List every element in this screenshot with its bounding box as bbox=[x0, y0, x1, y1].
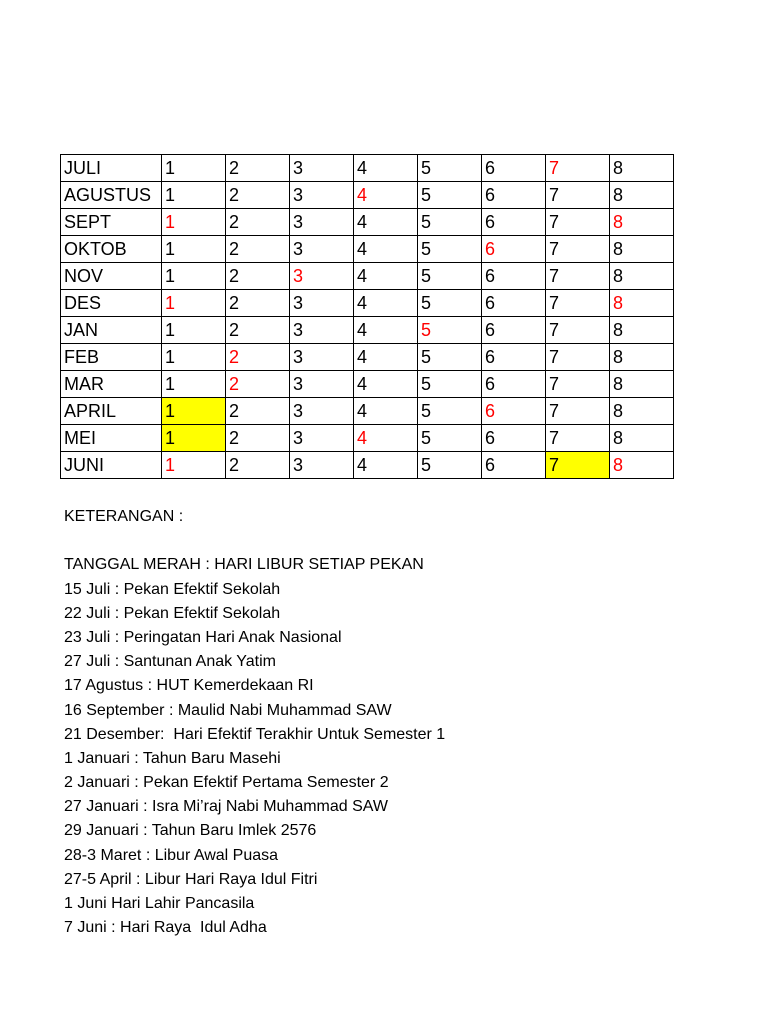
day-cell: 2 bbox=[226, 155, 290, 182]
day-cell: 4 bbox=[354, 371, 418, 398]
day-cell: 5 bbox=[418, 425, 482, 452]
day-cell: 1 bbox=[162, 452, 226, 479]
notes-section bbox=[64, 505, 445, 940]
day-cell: 3 bbox=[290, 182, 354, 209]
day-cell: 7 bbox=[546, 290, 610, 317]
day-cell: 4 bbox=[354, 398, 418, 425]
day-cell: 8 bbox=[610, 452, 674, 479]
day-cell: 1 bbox=[162, 263, 226, 290]
day-cell: 6 bbox=[482, 290, 546, 317]
day-cell: 2 bbox=[226, 371, 290, 398]
note-line: 15 Juli : Pekan Efektif Sekolah bbox=[64, 580, 281, 598]
day-cell: 3 bbox=[290, 290, 354, 317]
month-cell: NOV bbox=[61, 263, 162, 290]
note-line: 7 Juni : Hari Raya Idul Adha bbox=[64, 919, 267, 937]
day-cell: 6 bbox=[482, 317, 546, 344]
note-line: 28-3 Maret : Libur Awal Puasa bbox=[64, 846, 279, 864]
day-cell: 6 bbox=[482, 209, 546, 236]
day-cell: 8 bbox=[610, 344, 674, 371]
note-line: 2 Januari : Pekan Efektif Pertama Semester 2 bbox=[64, 774, 389, 792]
calendar-row bbox=[61, 452, 674, 479]
day-cell: 6 bbox=[482, 452, 546, 479]
day-cell: 7 bbox=[546, 209, 610, 236]
day-cell: 1 bbox=[162, 155, 226, 182]
day-cell: 6 bbox=[482, 263, 546, 290]
day-cell: 6 bbox=[482, 398, 546, 425]
note-line: TANGGAL MERAH : HARI LIBUR SETIAP PEKAN bbox=[64, 556, 424, 574]
day-cell: 5 bbox=[418, 290, 482, 317]
note-line: 27 Juli : Santunan Anak Yatim bbox=[64, 653, 276, 671]
day-cell: 3 bbox=[290, 155, 354, 182]
day-cell: 7 bbox=[546, 452, 610, 479]
day-cell: 2 bbox=[226, 263, 290, 290]
day-cell: 6 bbox=[482, 425, 546, 452]
day-cell: 8 bbox=[610, 317, 674, 344]
day-cell: 3 bbox=[290, 209, 354, 236]
day-cell: 8 bbox=[610, 182, 674, 209]
note-line: 17 Agustus : HUT Kemerdekaan RI bbox=[64, 677, 314, 695]
calendar-row bbox=[61, 290, 674, 317]
day-cell: 3 bbox=[290, 236, 354, 263]
calendar-row bbox=[61, 236, 674, 263]
day-cell: 8 bbox=[610, 236, 674, 263]
day-cell: 1 bbox=[162, 344, 226, 371]
day-cell: 5 bbox=[418, 209, 482, 236]
day-cell: 8 bbox=[610, 290, 674, 317]
month-cell: MAR bbox=[61, 371, 162, 398]
day-cell: 4 bbox=[354, 317, 418, 344]
day-cell: 3 bbox=[290, 371, 354, 398]
calendar-table bbox=[60, 154, 674, 479]
day-cell: 8 bbox=[610, 425, 674, 452]
day-cell: 1 bbox=[162, 290, 226, 317]
note-line: 21 Desember: Hari Efektif Terakhir Untuk Semester 1 bbox=[64, 725, 446, 743]
day-cell: 5 bbox=[418, 155, 482, 182]
day-cell: 3 bbox=[290, 317, 354, 344]
day-cell: 1 bbox=[162, 236, 226, 263]
day-cell: 2 bbox=[226, 452, 290, 479]
day-cell: 2 bbox=[226, 398, 290, 425]
day-cell: 7 bbox=[546, 182, 610, 209]
month-cell: JULI bbox=[61, 155, 162, 182]
note-line: 1 Januari : Tahun Baru Masehi bbox=[64, 749, 281, 767]
day-cell: 2 bbox=[226, 425, 290, 452]
day-cell: 7 bbox=[546, 317, 610, 344]
day-cell: 7 bbox=[546, 155, 610, 182]
month-cell: SEPT bbox=[61, 209, 162, 236]
calendar-row bbox=[61, 425, 674, 452]
day-cell: 1 bbox=[162, 425, 226, 452]
day-cell: 2 bbox=[226, 290, 290, 317]
day-cell: 4 bbox=[354, 209, 418, 236]
day-cell: 5 bbox=[418, 452, 482, 479]
day-cell: 3 bbox=[290, 344, 354, 371]
notes-list bbox=[64, 553, 445, 940]
calendar-row bbox=[61, 155, 674, 182]
day-cell: 5 bbox=[418, 371, 482, 398]
day-cell: 8 bbox=[610, 263, 674, 290]
calendar-row bbox=[61, 209, 674, 236]
day-cell: 5 bbox=[418, 398, 482, 425]
day-cell: 4 bbox=[354, 425, 418, 452]
day-cell: 7 bbox=[546, 425, 610, 452]
day-cell: 1 bbox=[162, 209, 226, 236]
day-cell: 1 bbox=[162, 398, 226, 425]
month-cell: FEB bbox=[61, 344, 162, 371]
day-cell: 2 bbox=[226, 182, 290, 209]
note-line: 23 Juli : Peringatan Hari Anak Nasional bbox=[64, 628, 342, 646]
month-cell: JAN bbox=[61, 317, 162, 344]
day-cell: 4 bbox=[354, 182, 418, 209]
day-cell: 6 bbox=[482, 155, 546, 182]
note-line: 1 Juni Hari Lahir Pancasila bbox=[64, 895, 255, 912]
day-cell: 8 bbox=[610, 371, 674, 398]
calendar-row bbox=[61, 371, 674, 398]
day-cell: 5 bbox=[418, 344, 482, 371]
day-cell: 8 bbox=[610, 155, 674, 182]
day-cell: 5 bbox=[418, 317, 482, 344]
month-cell: MEI bbox=[61, 425, 162, 452]
day-cell: 1 bbox=[162, 371, 226, 398]
day-cell: 2 bbox=[226, 344, 290, 371]
day-cell: 3 bbox=[290, 452, 354, 479]
day-cell: 4 bbox=[354, 344, 418, 371]
calendar-row bbox=[61, 182, 674, 209]
month-cell: OKTOB bbox=[61, 236, 162, 263]
day-cell: 6 bbox=[482, 236, 546, 263]
day-cell: 3 bbox=[290, 398, 354, 425]
note-line: 22 Juli : Pekan Efektif Sekolah bbox=[64, 604, 281, 622]
day-cell: 7 bbox=[546, 236, 610, 263]
day-cell: 7 bbox=[546, 344, 610, 371]
day-cell: 6 bbox=[482, 344, 546, 371]
day-cell: 2 bbox=[226, 236, 290, 263]
month-cell: AGUSTUS bbox=[61, 182, 162, 209]
day-cell: 6 bbox=[482, 182, 546, 209]
day-cell: 6 bbox=[482, 371, 546, 398]
notes-spacer bbox=[64, 529, 445, 553]
day-cell: 4 bbox=[354, 236, 418, 263]
day-cell: 4 bbox=[354, 452, 418, 479]
note-line: 16 September : Maulid Nabi Muhammad SAW bbox=[64, 701, 392, 719]
day-cell: 3 bbox=[290, 425, 354, 452]
calendar-body bbox=[61, 155, 674, 479]
day-cell: 7 bbox=[546, 398, 610, 425]
day-cell: 4 bbox=[354, 263, 418, 290]
calendar-row bbox=[61, 317, 674, 344]
calendar-row bbox=[61, 263, 674, 290]
day-cell: 8 bbox=[610, 209, 674, 236]
note-line: 27-5 April : Libur Hari Raya Idul Fitri bbox=[64, 870, 318, 888]
day-cell: 1 bbox=[162, 182, 226, 209]
note-line: 29 Januari : Tahun Baru Imlek 2576 bbox=[64, 822, 317, 840]
day-cell: 2 bbox=[226, 209, 290, 236]
month-cell: JUNI bbox=[61, 452, 162, 479]
day-cell: 4 bbox=[354, 155, 418, 182]
day-cell: 3 bbox=[290, 263, 354, 290]
day-cell: 4 bbox=[354, 290, 418, 317]
calendar-row bbox=[61, 344, 674, 371]
month-cell: APRIL bbox=[61, 398, 162, 425]
day-cell: 5 bbox=[418, 263, 482, 290]
day-cell: 7 bbox=[546, 371, 610, 398]
day-cell: 1 bbox=[162, 317, 226, 344]
month-cell: DES bbox=[61, 290, 162, 317]
day-cell: 5 bbox=[418, 236, 482, 263]
calendar-row bbox=[61, 398, 674, 425]
day-cell: 7 bbox=[546, 263, 610, 290]
note-line: 27 Januari : Isra Mi’raj Nabi Muhammad SAW bbox=[64, 798, 388, 816]
notes-heading: KETERANGAN : bbox=[64, 508, 184, 525]
day-cell: 2 bbox=[226, 317, 290, 344]
day-cell: 5 bbox=[418, 182, 482, 209]
day-cell: 8 bbox=[610, 398, 674, 425]
